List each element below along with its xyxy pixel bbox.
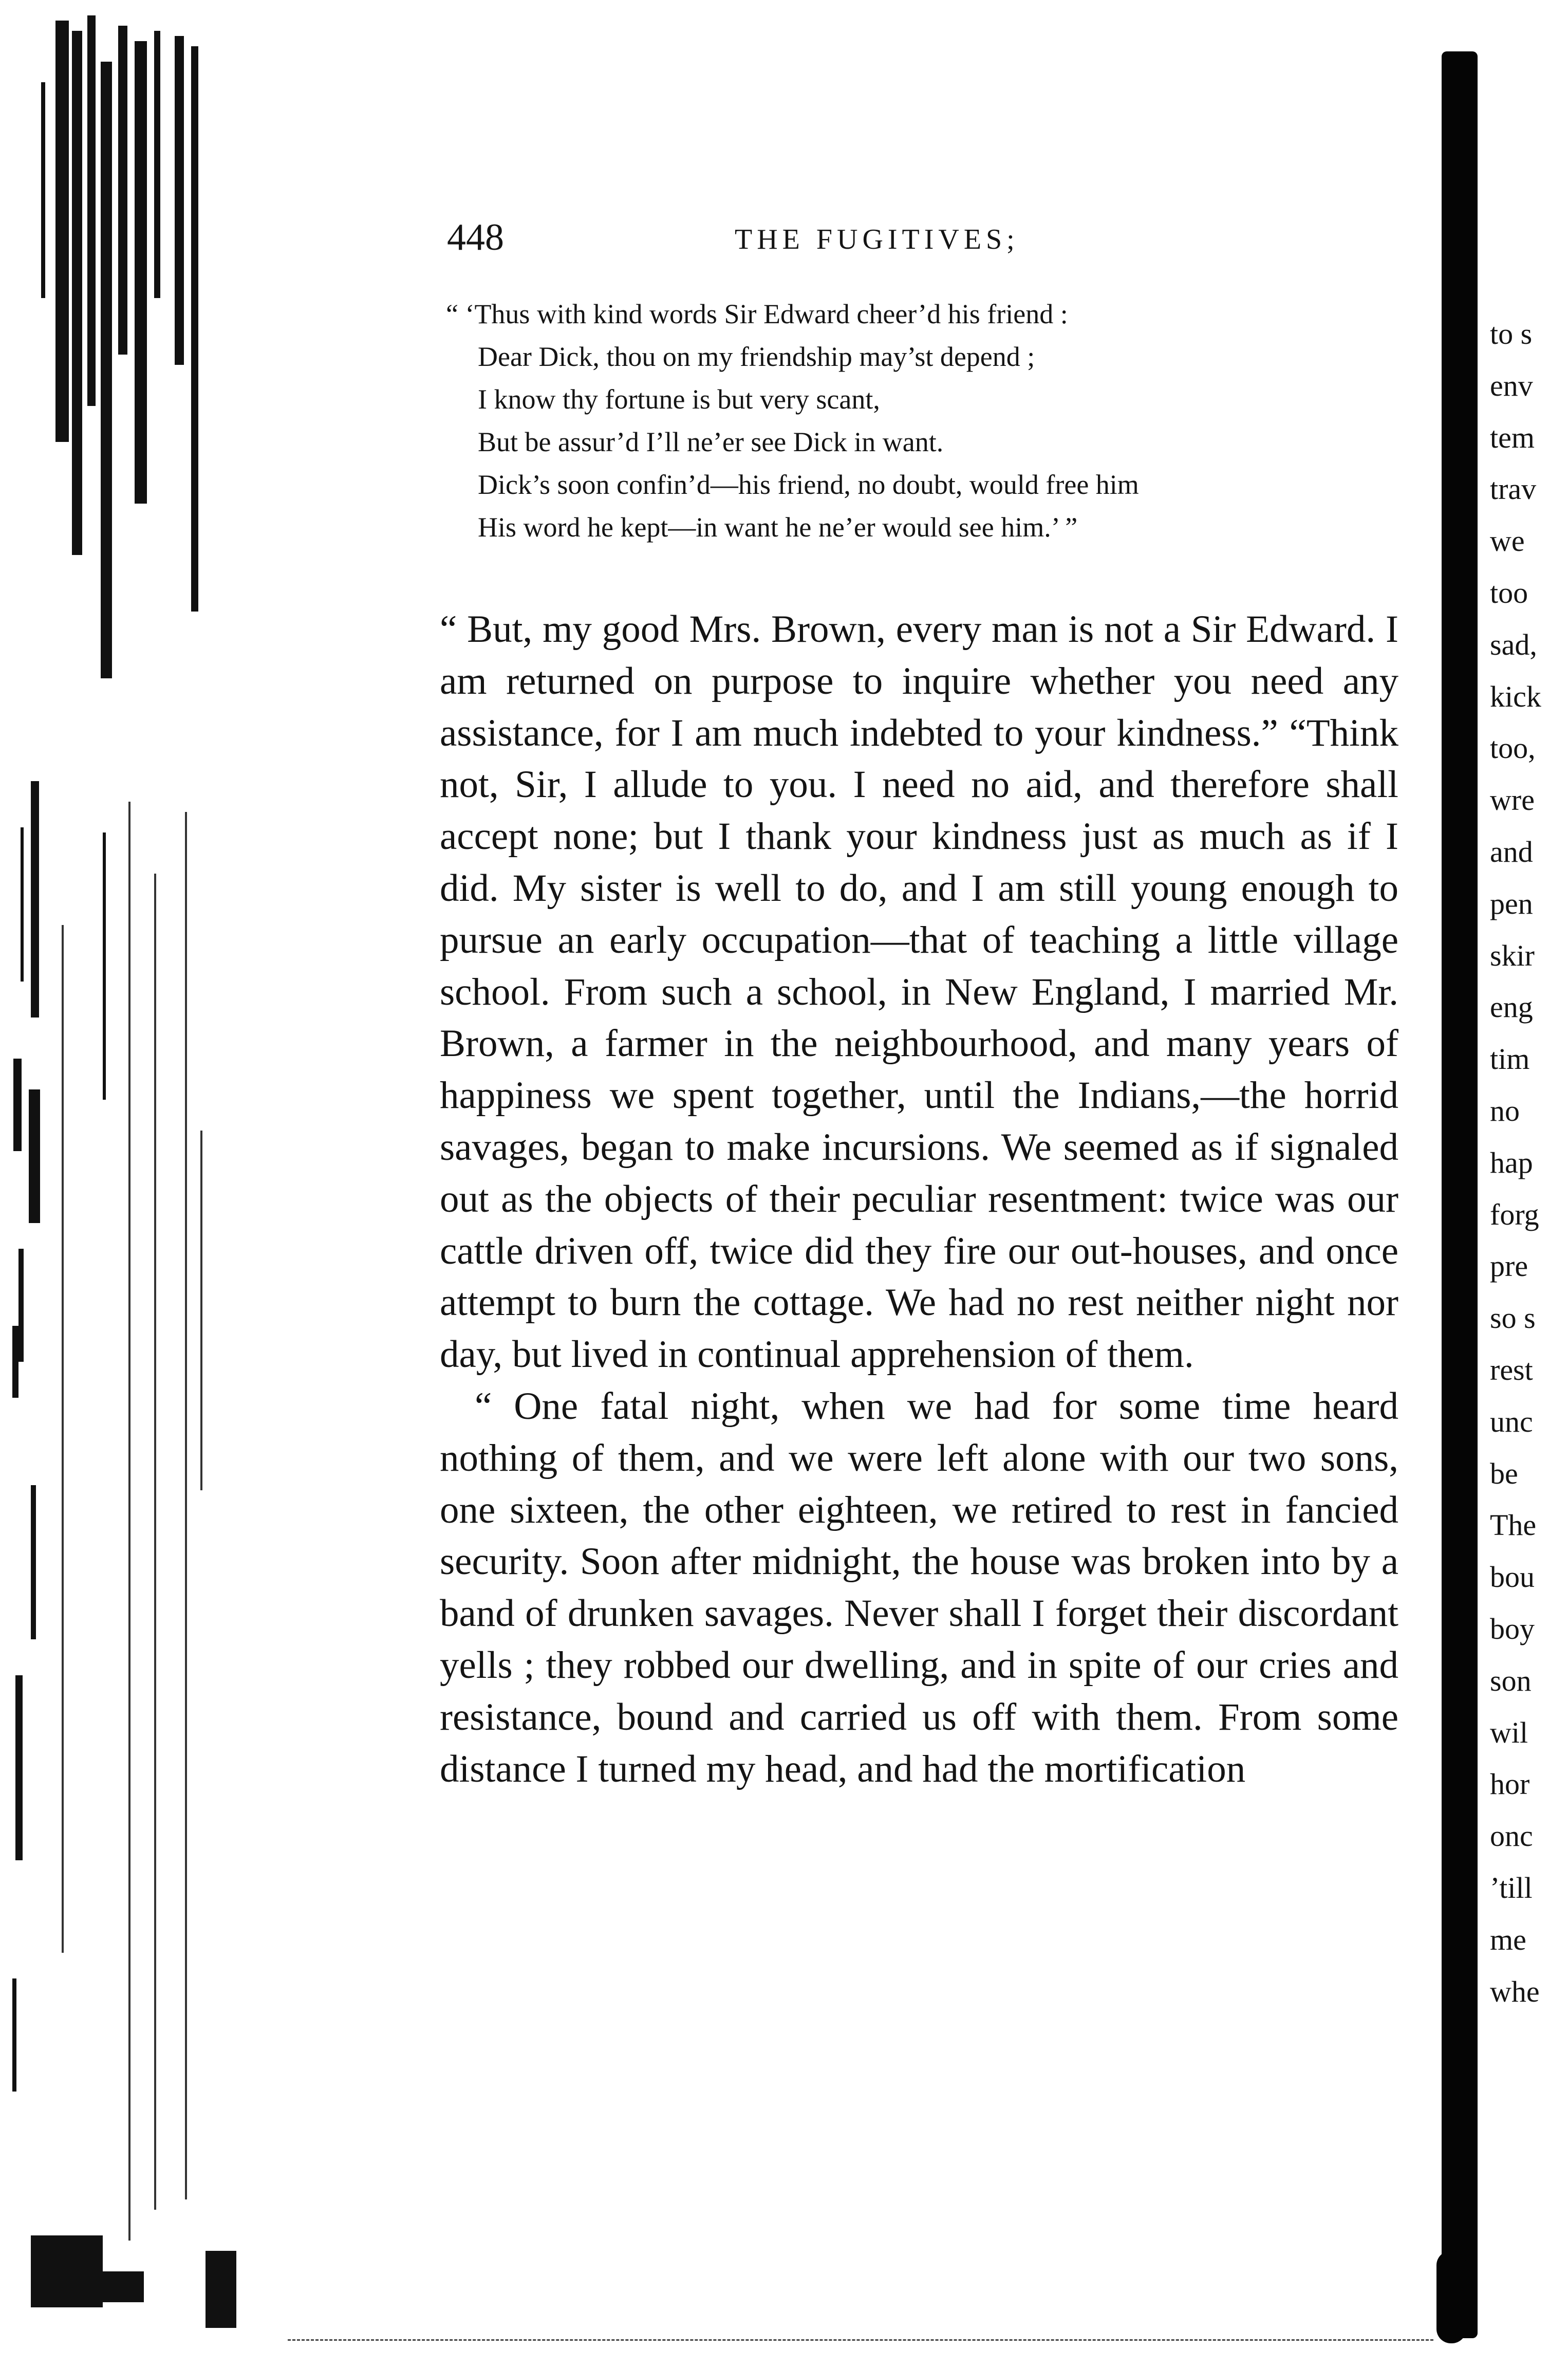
left-binding-edge	[0, 0, 267, 2365]
facing-line: we	[1490, 524, 1525, 558]
facing-line: The	[1490, 1508, 1537, 1542]
running-head	[447, 216, 1403, 267]
scan-bottom-edge	[288, 2339, 1433, 2341]
facing-page-gutter-curl	[1436, 2251, 1466, 2343]
facing-line: rest	[1490, 1353, 1533, 1386]
facing-line: bou	[1490, 1560, 1535, 1594]
facing-line: onc	[1490, 1819, 1533, 1853]
facing-line: son	[1490, 1663, 1532, 1697]
facing-line: tem	[1490, 420, 1535, 454]
paragraph: “ One fatal night, when we had for some time heard nothing of them, and we were left alone with our two sons, one sixteen, the other eighteen, we retired to rest in fancied security. Soon after midnight, the house was broken into by a band of drunken savages. Never shall I forget their discordant yells ; they robbed our dwelling, and in spite of our cries and resistance, bound and carried us off with them. From some distance I turned my head, and had the mortification	[440, 1384, 1398, 1790]
paragraph: “ But, my good Mrs. Brown, every man is not a Sir Edward. I am returned on purpose to inquire whether you need any assistance, for I am much indebted to your kindness.” “Think not, Sir, I allude to you. I need no aid, and therefore shall accept none; but I thank your kindness just as much as if I did. My sister is well to do, and I am still young enough to pursue an early occupation—that of teaching a little village school. From such a school, in New England, I married Mr. Brown, a farmer in the neighbourhood, and many years of happiness we spent together, until the Indians,—the horrid savages, began to make incursions. We seemed as if signaled out as the objects of their peculiar resentment: twice was our cattle driven off, twice did they fire our out-houses, and once attempt to burn the cottage. We had no rest neither night nor day, but lived in continual apprehension of them.	[440, 608, 1398, 1376]
facing-line: forg	[1490, 1197, 1539, 1231]
facing-line: no	[1490, 1094, 1520, 1127]
facing-line: eng	[1490, 990, 1533, 1024]
facing-line: pre	[1490, 1249, 1528, 1283]
facing-page-gutter	[1442, 51, 1478, 2338]
facing-line: to s	[1490, 317, 1533, 350]
verse-block	[446, 293, 1392, 549]
facing-line: hor	[1490, 1767, 1530, 1801]
facing-line: too,	[1490, 731, 1536, 765]
facing-line: sad,	[1490, 627, 1537, 661]
facing-line: hap	[1490, 1145, 1533, 1179]
facing-line: tim	[1490, 1042, 1530, 1076]
body-text	[440, 604, 1398, 1795]
running-title: THE FUGITIVES;	[735, 224, 1019, 255]
facing-line: me	[1490, 1922, 1526, 1956]
verse-line: His word he kept—in want he ne’er would see him.’ ”	[478, 512, 1078, 543]
facing-page-text	[1490, 308, 1568, 2018]
facing-line: env	[1490, 368, 1533, 402]
verse-line: Dick’s soon confin’d—his friend, no doubt, would free him	[478, 469, 1139, 500]
scan-edge-artifacts	[0, 0, 267, 2365]
facing-line: so s	[1490, 1301, 1536, 1335]
facing-line: pen	[1490, 886, 1533, 920]
page-number: 448	[447, 216, 504, 258]
facing-line: whe	[1490, 1974, 1540, 2008]
facing-line: too	[1490, 576, 1528, 609]
facing-line: kick	[1490, 679, 1541, 713]
verse-line: “ ‘Thus with kind words Sir Edward cheer’d his friend :	[446, 299, 1068, 329]
facing-line: unc	[1490, 1404, 1533, 1438]
verse-line: I know thy fortune is but very scant,	[478, 384, 880, 415]
verse-line: But be assur’d I’ll ne’er see Dick in want.	[478, 427, 944, 457]
facing-line: and	[1490, 835, 1533, 868]
facing-line: wil	[1490, 1715, 1528, 1749]
facing-line: skir	[1490, 938, 1535, 972]
facing-line: boy	[1490, 1612, 1535, 1645]
facing-line: trav	[1490, 472, 1537, 506]
verse-line: Dear Dick, thou on my friendship may’st depend ;	[478, 341, 1035, 372]
facing-line: be	[1490, 1456, 1518, 1490]
facing-line: wre	[1490, 783, 1535, 817]
facing-line: ’till	[1490, 1871, 1533, 1904]
